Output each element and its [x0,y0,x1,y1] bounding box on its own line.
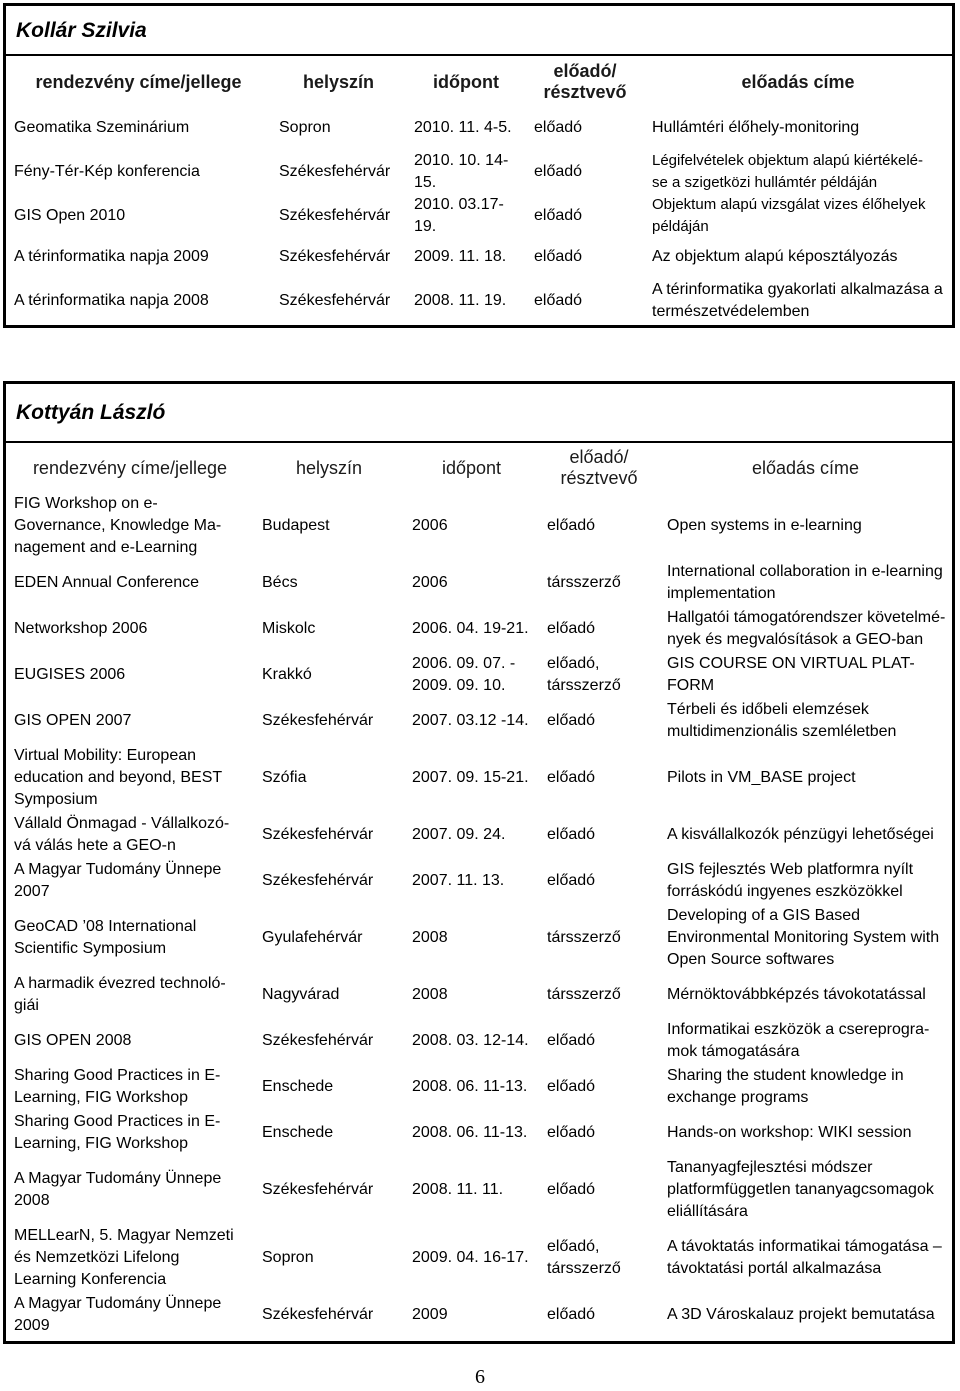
cell-place: Székesfehérvár [262,872,374,889]
cell-date: 2008. 06. 11-13. [412,1078,528,1095]
cell-date: 2009. 11. 18. [414,248,507,265]
header-date: időpont [441,457,502,478]
cell-date: 2007. 03.12 -14. [412,712,529,729]
cell-event: A harmadik évezred technoló- giái [14,975,226,1014]
table-row [6,1292,952,1338]
cell-date: 2006. 04. 19-21. [412,620,529,637]
cell-title: A kisvállalkozók pénzügyi lehetőségei [667,826,934,843]
table-row [6,194,952,238]
cell-event: Networkshop 2006 [14,620,148,637]
cell-title: Developing of a GIS Based Environmental Monitoring System with Open Source softwares [667,907,940,968]
cell-place: Budapest [262,517,330,534]
table-row [6,744,952,812]
cell-role: előadó, társszerző [547,655,621,694]
table-row [6,698,952,744]
cell-title: Informatikai eszközök a csereprogra- mok támogatására [667,1021,930,1060]
cell-date: 2009. 04. 16-17. [412,1249,529,1266]
cell-title: Tananyagfejlesztési módszer platformfüggetlen tananyagcsomagok eliállítására [667,1159,934,1220]
cell-event: Sharing Good Practices in E- Learning, FIG Workshop [14,1113,221,1152]
cell-place: Miskolc [262,620,316,637]
cell-place: Sopron [262,1249,314,1266]
cell-role: előadó [547,620,596,637]
cell-event: A Magyar Tudomány Ünnepe 2009 [14,1295,222,1334]
table-row [6,238,952,276]
cell-role: előadó [547,1078,596,1095]
table-row [6,1018,952,1064]
table-row [6,606,952,652]
presentations-table [6,444,952,1338]
cell-title: International collaboration in e-learning implementation [667,563,943,602]
table-row [6,106,952,150]
cell-title: Sharing the student knowledge in exchange programs [667,1067,904,1106]
person-name: Kollár Szilvia [16,19,147,42]
cell-role: előadó [534,292,583,309]
cell-event: Sharing Good Practices in E- Learning, FIG Workshop [14,1067,221,1106]
cell-place: Székesfehérvár [279,248,391,265]
cell-date: 2006 [412,574,448,591]
cell-title: Térbeli és időbeli elemzések multidimenzionális szemléletben [667,701,897,740]
cell-role: társszerző [547,574,621,591]
cell-date: 2010. 10. 14-15. [414,152,509,191]
person-name: Kottyán László [16,401,166,424]
cell-role: előadó [547,769,596,786]
cell-event: EDEN Annual Conference [14,574,199,591]
cell-title: Open systems in e-learning [667,517,862,534]
header-title: előadás címe [751,457,860,478]
section-kollar [3,3,955,328]
cell-event: A Magyar Tudomány Ünnepe 2007 [14,861,222,900]
cell-title: Légifelvételek objektum alapú kiértékelé- se a szigetközi hullámtér példáján [652,152,923,191]
cell-event: A térinformatika napja 2009 [14,248,209,265]
table-row [6,1156,952,1224]
cell-role: társszerző [547,986,621,1003]
cell-title: Hullámtéri élőhely-monitoring [652,119,860,136]
cell-date: 2006. 09. 07. - 2009. 09. 10. [412,655,516,694]
table-row [6,904,952,972]
cell-date: 2008 [412,929,448,946]
cell-role: előadó, társszerző [547,1238,621,1277]
header-place: helyszín [302,71,375,92]
cell-event: GIS OPEN 2007 [14,712,132,729]
cell-place: Székesfehérvár [279,292,391,309]
cell-event: Fény-Tér-Kép konferencia [14,163,200,180]
cell-role: előadó [547,1032,596,1049]
header-event: rendezvény címe/jellege [35,71,242,92]
table-row [6,858,952,904]
cell-place: Székesfehérvár [262,1181,374,1198]
cell-place: Gyulafehérvár [262,929,363,946]
cell-date: 2008. 11. 19. [414,292,507,309]
cell-title: Hallgatói támogatórendszer követelmé- nyek és megvalósítások a GEO-ban [667,609,946,648]
cell-title: GIS fejlesztés Web platformra nyílt forráskódú ingyenes eszközökkel [667,861,914,900]
presentations-table [6,58,952,326]
cell-place: Székesfehérvár [262,1032,374,1049]
header-role: előadó/ résztvevő [543,61,627,102]
cell-role: előadó [547,1181,596,1198]
cell-event: A Magyar Tudomány Ünnepe 2008 [14,1170,222,1209]
cell-title: Hands-on workshop: WIKI session [667,1124,912,1141]
cell-event: Virtual Mobility: European education and beyond, BEST Symposium [14,747,223,808]
cell-role: előadó [547,517,596,534]
cell-event: GIS OPEN 2008 [14,1032,132,1049]
cell-date: 2007. 11. 13. [412,872,505,889]
cell-title: Az objektum alapú képosztályozás [652,248,898,265]
table-row [6,1110,952,1156]
header-title: előadás címe [741,71,855,92]
table-row [6,1224,952,1292]
cell-role: előadó [547,1124,596,1141]
header-role: előadó/ résztvevő [560,447,638,488]
cell-title: A 3D Városkalauz projekt bemutatása [667,1306,935,1323]
divider [6,441,952,443]
section-kottyan [3,381,955,1344]
cell-date: 2008. 06. 11-13. [412,1124,528,1141]
page-number: 6 [475,1366,485,1388]
cell-title: Objektum alapú vizsgálat vizes élőhelyek példáján [652,196,926,235]
cell-date: 2007. 09. 24. [412,826,506,843]
cell-place: Enschede [262,1124,334,1141]
table-row [6,560,952,606]
cell-role: előadó [547,712,596,729]
table-row [6,812,952,858]
cell-role: előadó [547,826,596,843]
cell-date: 2008 [412,986,448,1003]
header-event: rendezvény címe/jellege [32,457,228,478]
cell-date: 2009 [412,1306,448,1323]
cell-place: Székesfehérvár [262,826,374,843]
cell-event: Geomatika Szeminárium [14,119,190,136]
cell-date: 2007. 09. 15-21. [412,769,529,786]
cell-event: EUGISES 2006 [14,666,126,683]
table-row [6,276,952,326]
cell-event: FIG Workshop on e- Governance, Knowledge Ma- nagement and e-Learning [14,495,222,556]
cell-role: előadó [534,248,583,265]
cell-date: 2008. 11. 11. [412,1181,504,1198]
cell-role: előadó [547,872,596,889]
cell-place: Székesfehérvár [262,1306,374,1323]
table-header-row [6,58,952,106]
cell-place: Krakkó [262,666,312,683]
table-row [6,150,952,194]
cell-date: 2010. 03.17-19. [414,196,504,235]
cell-place: Sopron [279,119,331,136]
cell-title: Mérnöktovábbképzés távokotatással [667,986,926,1003]
cell-role: előadó [547,1306,596,1323]
table-header-row [6,444,952,492]
table-row [6,972,952,1018]
cell-role: előadó [534,207,583,224]
cell-event: A térinformatika napja 2008 [14,292,209,309]
header-place: helyszín [295,457,363,478]
cell-event: Vállald Önmagad - Vállalkozó- vá válás hete a GEO-n [14,815,230,854]
cell-place: Nagyvárad [262,986,340,1003]
cell-event: GIS Open 2010 [14,207,126,224]
table-row [6,652,952,698]
cell-title: GIS COURSE ON VIRTUAL PLAT- FORM [667,655,915,694]
cell-title: Pilots in VM_BASE project [667,769,856,786]
cell-place: Szófia [262,769,307,786]
cell-title: A térinformatika gyakorlati alkalmazása a természetvédelemben [652,281,943,320]
cell-date: 2010. 11. 4-5. [414,119,512,136]
cell-place: Bécs [262,574,298,591]
cell-role: előadó [534,163,583,180]
header-date: időpont [433,71,499,92]
divider [6,54,952,56]
table-row [6,1064,952,1110]
cell-title: A távoktatás informatikai támogatása – távoktatási portál alkalmazása [667,1238,942,1277]
cell-date: 2008. 03. 12-14. [412,1032,529,1049]
cell-place: Székesfehérvár [262,712,374,729]
cell-event: GeoCAD ’08 International Scientific Symposium [14,918,197,957]
table-row [6,492,952,560]
cell-event: MELLearN, 5. Magyar Nemzeti és Nemzetközi Lifelong Learning Konferencia [14,1227,234,1288]
cell-role: társszerző [547,929,621,946]
cell-place: Enschede [262,1078,334,1095]
cell-date: 2006 [412,517,448,534]
cell-role: előadó [534,119,583,136]
cell-place: Székesfehérvár [279,207,391,224]
cell-place: Székesfehérvár [279,163,391,180]
